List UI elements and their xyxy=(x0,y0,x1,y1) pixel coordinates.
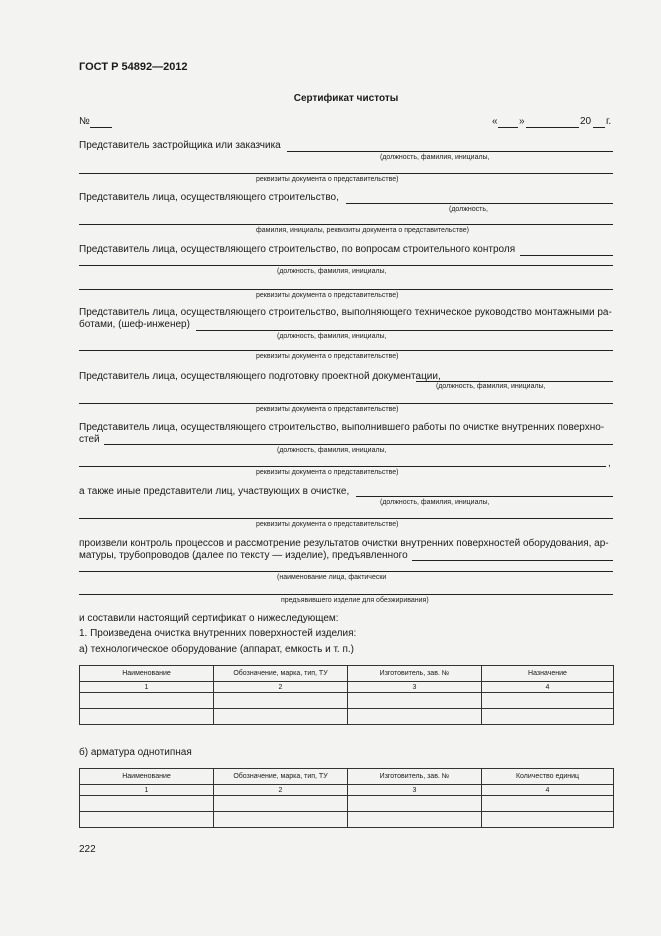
table-cell[interactable] xyxy=(214,693,348,709)
valves-table xyxy=(79,768,614,828)
conducted-line-1: произвели контроль процессов и рассмотрение результатов очистки внутренних поверхностей оборудования, ар- xyxy=(79,538,609,549)
rep5-caption-1: (должность, фамилия, инициалы, xyxy=(436,383,546,390)
rep4-line-1: Представитель лица, осуществляющего строительство, выполняющего техническое руководство монтажными ра- xyxy=(79,307,612,318)
table-cell[interactable] xyxy=(80,796,214,812)
header-designation: Обозначение, марка, тип, ТУ xyxy=(214,769,348,785)
header-name: Наименование xyxy=(80,769,214,785)
table-cell[interactable] xyxy=(214,812,348,828)
column-number: 3 xyxy=(348,785,482,796)
rep5-field-2[interactable] xyxy=(79,403,613,404)
table-cell[interactable] xyxy=(348,812,482,828)
rep7-field-2[interactable] xyxy=(79,518,613,519)
compiled-statement: и составили настоящий сертификат о нижеследующем: xyxy=(79,613,339,624)
rep3-caption-1: (должность, фамилия, инициалы, xyxy=(277,268,387,275)
standard-designation: ГОСТ Р 54892—2012 xyxy=(79,61,188,73)
item-1: 1. Произведена очистка внутренних поверхностей изделия: xyxy=(79,628,357,639)
rep4-field-2[interactable] xyxy=(79,350,613,351)
table-cell[interactable] xyxy=(482,796,614,812)
rep4-field-1[interactable] xyxy=(196,330,613,331)
table-header-row xyxy=(80,769,614,785)
rep3-field-2[interactable] xyxy=(79,265,613,266)
number-field[interactable] xyxy=(90,127,112,128)
table-row xyxy=(80,796,614,812)
column-number: 4 xyxy=(482,682,614,693)
table-cell[interactable] xyxy=(482,812,614,828)
conducted-field-2[interactable] xyxy=(79,571,613,572)
rep7-field-1[interactable] xyxy=(356,496,613,497)
date-year-prefix: 20 xyxy=(580,116,592,127)
conducted-field-3[interactable] xyxy=(79,594,613,595)
table-cell[interactable] xyxy=(214,709,348,725)
header-designation: Обозначение, марка, тип, ТУ xyxy=(214,666,348,682)
rep1-caption-1: (должность, фамилия, инициалы, xyxy=(380,154,490,161)
rep5-field-1[interactable] xyxy=(416,381,613,382)
rep4-caption-2: реквизиты документа о представительстве) xyxy=(256,353,399,360)
header-quantity: Количество единиц xyxy=(482,769,614,785)
rep3-field-3[interactable] xyxy=(79,289,613,290)
rep6-line-1: Представитель лица, осуществляющего строительство, выполнившего работы по очистке внутренних поверхно- xyxy=(79,422,605,433)
rep1-field-1[interactable] xyxy=(287,151,613,152)
document-title: Сертификат чистоты xyxy=(293,93,399,104)
rep3-field-1[interactable] xyxy=(520,255,613,256)
rep5-caption-2: реквизиты документа о представительстве) xyxy=(256,406,399,413)
table-cell[interactable] xyxy=(80,709,214,725)
rep7-caption-2: реквизиты документа о представительстве) xyxy=(256,521,399,528)
date-close-quote: » xyxy=(519,116,525,127)
column-number: 1 xyxy=(80,682,214,693)
conducted-field-1[interactable] xyxy=(412,560,613,561)
rep6-line-2: стей xyxy=(79,434,100,445)
rep5-label: Представитель лица, осуществляющего подготовку проектной документации, xyxy=(79,371,441,382)
rep2-label: Представитель лица, осуществляющего строительство, xyxy=(79,192,339,203)
table-cell[interactable] xyxy=(214,796,348,812)
rep3-caption-2: реквизиты документа о представительстве) xyxy=(256,292,399,299)
section-b-label: б) арматура однотипная xyxy=(79,747,192,758)
table-cell[interactable] xyxy=(80,693,214,709)
header-manufacturer: Изготовитель, зав. № xyxy=(348,769,482,785)
date-open-quote: « xyxy=(492,116,498,127)
rep1-caption-2: реквизиты документа о представительстве) xyxy=(256,176,399,183)
table-cell[interactable] xyxy=(482,709,614,725)
date-day-field[interactable] xyxy=(498,127,518,128)
rep2-field-2[interactable] xyxy=(79,224,613,225)
column-number: 2 xyxy=(214,682,348,693)
rep1-field-2[interactable] xyxy=(79,173,613,174)
rep7-caption-1: (должность, фамилия, инициалы, xyxy=(380,499,490,506)
header-purpose: Назначение xyxy=(482,666,614,682)
rep4-line-2: ботами, (шеф-инженер) xyxy=(79,319,190,330)
table-number-row xyxy=(80,785,614,796)
table-cell[interactable] xyxy=(482,693,614,709)
header-name: Наименование xyxy=(80,666,214,682)
rep6-caption-2: реквизиты документа о представительстве) xyxy=(256,469,399,476)
rep2-caption-2: фамилия, инициалы, реквизиты документа о представительстве) xyxy=(256,227,469,234)
conducted-caption-2: предъявившего изделие для обезжиривания) xyxy=(281,597,429,604)
header-manufacturer: Изготовитель, зав. № xyxy=(348,666,482,682)
section-a-label: а) технологическое оборудование (аппарат, емкость и т. п.) xyxy=(79,644,355,655)
table-header-row xyxy=(80,666,614,682)
equipment-table xyxy=(79,665,614,725)
column-number: 3 xyxy=(348,682,482,693)
column-number: 4 xyxy=(482,785,614,796)
date-year-field[interactable] xyxy=(593,127,605,128)
column-number: 1 xyxy=(80,785,214,796)
table-row xyxy=(80,709,614,725)
table-cell[interactable] xyxy=(348,693,482,709)
table-row xyxy=(80,693,614,709)
page-number: 222 xyxy=(79,844,96,855)
rep3-label: Представитель лица, осуществляющего строительство, по вопросам строительного контроля xyxy=(79,244,516,255)
table-cell[interactable] xyxy=(348,709,482,725)
rep6-field-1[interactable] xyxy=(104,444,613,445)
table-row xyxy=(80,812,614,828)
table-number-row xyxy=(80,682,614,693)
table-cell[interactable] xyxy=(348,796,482,812)
date-year-suffix: г. xyxy=(606,116,612,127)
rep2-caption-1: (должность, xyxy=(449,206,488,213)
rep6-caption-1: (должность, фамилия, инициалы, xyxy=(277,447,387,454)
rep6-comma: , xyxy=(608,458,611,469)
rep7-label: а также иные представители лиц, участвующих в очистке, xyxy=(79,486,350,497)
column-number: 2 xyxy=(214,785,348,796)
number-label: № xyxy=(79,116,90,127)
conducted-caption-1: (наименование лица, фактически xyxy=(277,574,387,581)
rep4-caption-1: (должность, фамилия, инициалы, xyxy=(277,333,387,340)
date-month-field[interactable] xyxy=(526,127,579,128)
conducted-line-2: матуры, трубопроводов (далее по тексту — изделие), предъявленного xyxy=(79,550,408,561)
rep6-field-2[interactable] xyxy=(79,466,606,467)
table-cell[interactable] xyxy=(80,812,214,828)
rep1-label: Представитель застройщика или заказчика xyxy=(79,140,281,151)
rep2-field-1[interactable] xyxy=(346,203,613,204)
